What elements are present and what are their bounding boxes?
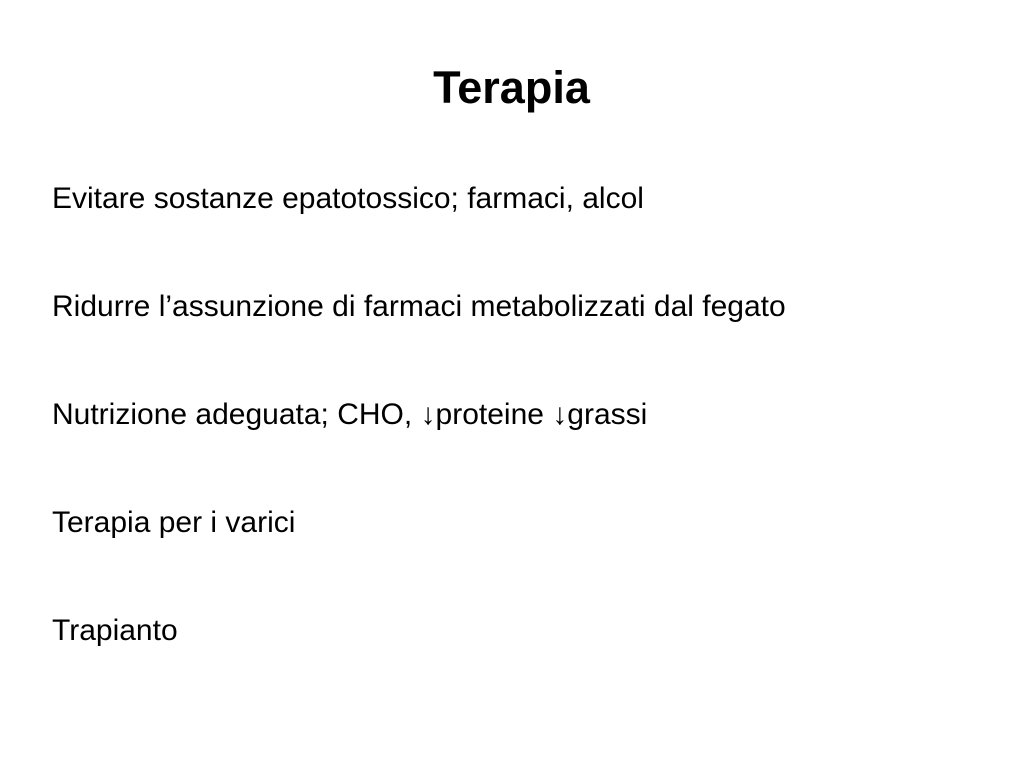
bullet-item-avoid-hepatotoxic: Evitare sostanze epatotossico; farmaci, alcol bbox=[52, 182, 644, 215]
bullet-list bbox=[52, 172, 992, 658]
bullet-item-varices-therapy: Terapia per i varici bbox=[52, 506, 296, 539]
bullet-item-nutrition: Nutrizione adeguata; CHO, ↓proteine ↓grassi bbox=[52, 398, 648, 431]
bullet-item-reduce-drugs: Ridurre l’assunzione di farmaci metabolizzati dal fegato bbox=[52, 290, 786, 323]
slide-title: Terapia bbox=[433, 62, 590, 113]
bullet-item-transplant: Trapianto bbox=[52, 614, 178, 647]
